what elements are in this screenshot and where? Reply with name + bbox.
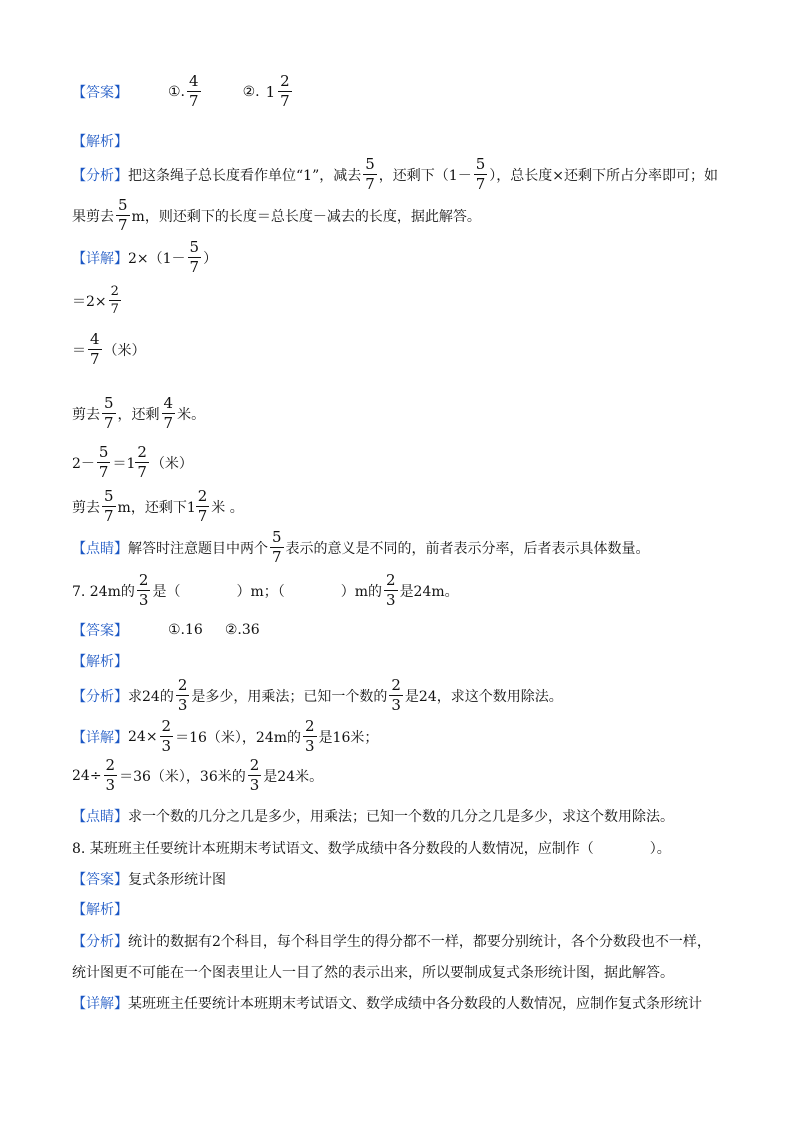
- q8-detail-line: 【详解】 某班班主任要统计本班期末考试语文、数学成绩中各分数段的人数情况，应制作复式条形统计: [72, 993, 702, 1013]
- q6-dianjing-line: 【点睛】 解答时注意题目中两个 $\frac{5}{7}$ 表示的意义是不同的，前者表示分率，后者表示具体数量。: [72, 528, 650, 566]
- q6-detail-line-2: ＝2× $\frac{2}{7}$: [72, 284, 119, 317]
- q6-detail-line-5: 2－ $\frac{5}{7}$ ＝1 $\frac{2}{7}$ （米）: [72, 443, 193, 481]
- fraction: $\frac{2}{3}$: [249, 756, 260, 794]
- q6-detail-line-4: 剪去 $\frac{5}{7}$ ，还剩 $\frac{4}{7}$ 米。: [72, 394, 206, 432]
- q7-detail-line-1: 【详解】 24× $\frac{2}{3}$ ＝16（米），24m的 $\frac{2}{3}$ 是16米；: [72, 717, 379, 755]
- q7-question-line: 7. 24m的 $\frac{2}{3}$ 是（ ）m；（ ）m的 $\frac{2}{3}$ 是24m。: [72, 571, 459, 609]
- fenxi-tag: 【分析】: [72, 167, 128, 184]
- fraction: $\frac{5}{7}$: [475, 155, 486, 193]
- answer-number-2: ②.: [242, 83, 260, 100]
- q7-answer-line: 【答案】 ①. 16 ②. 36: [72, 622, 260, 639]
- q6-detail-line-1: 【详解】 2×（1－ $\frac{5}{7}$ ）: [72, 238, 218, 276]
- fraction: $\frac{5}{7}$: [104, 394, 114, 432]
- fraction: $\frac{4}{7}$: [90, 330, 100, 368]
- fraction: $\frac{5}{7}$: [118, 196, 128, 234]
- answer-tag: 【答案】: [72, 623, 128, 639]
- fenxi-tag: 【分析】: [72, 934, 128, 950]
- q7-fenxi-line: 【分析】 求24的 $\frac{2}{3}$ 是多少，用乘法；已知一个数的 $\frac{2}{3}$ 是24，求这个数用除法。: [72, 676, 563, 714]
- q6-detail-line-3: ＝ $\frac{4}{7}$ （米）: [72, 330, 146, 368]
- fraction: $\frac{2}{3}$: [386, 571, 396, 609]
- answer-tag: 【答案】: [72, 84, 128, 101]
- fraction: $\frac{5}{7}$: [272, 528, 282, 566]
- answer-mixed-whole: 1: [265, 82, 276, 101]
- q8-analysis-heading: [72, 899, 128, 919]
- q6-analysis-heading: [72, 131, 128, 151]
- answer-tag: 【答案】: [72, 872, 128, 888]
- fraction: $\frac{2}{3}$: [177, 676, 188, 714]
- fraction: $\frac{2}{3}$: [138, 571, 149, 609]
- q8-question-line: 8. 某班班主任要统计本班期末考试语文、数学成绩中各分数段的人数情况，应制作（ ）。: [72, 841, 671, 857]
- dianjing-tag: 【点睛】: [72, 540, 128, 557]
- q8-answer-line: 【答案】 复式条形统计图: [72, 869, 226, 889]
- fraction: $\frac{5}{7}$: [189, 238, 200, 276]
- fraction: $\frac{2}{3}$: [391, 676, 401, 714]
- detail-tag: 【详解】: [72, 250, 128, 267]
- fraction: $\frac{2}{7}$: [110, 284, 119, 317]
- detail-tag: 【详解】: [72, 996, 128, 1012]
- q7-dianjing-line: 【点睛】 求一个数的几分之几是多少，用乘法；已知一个数的几分之几是多少，求这个数用除法。: [72, 806, 674, 826]
- analysis-tag: 【解析】: [72, 654, 128, 670]
- fraction: $\frac{4}{7}$: [163, 394, 174, 432]
- q6-fenxi-line-1: 【分析】 把这条绳子总长度看作单位“1”，减去 $\frac{5}{7}$ ，还剩下（1－ $\frac{5}{7}$ ），总长度×还剩下所占分率即可；如: [72, 155, 718, 193]
- answer-fraction-1: $\frac{4}{7}$: [189, 72, 199, 110]
- fraction: $\frac{2}{3}$: [305, 717, 315, 755]
- analysis-tag: 【解析】: [72, 134, 128, 150]
- q8-fenxi-line-2: 统计图更不可能在一个图表里让人一目了然的表示出来，所以要制成复式条形统计图，据此解答。: [72, 965, 674, 981]
- answer-fraction-2: $\frac{2}{7}$: [280, 72, 290, 110]
- q6-fenxi-line-2: 果剪去 $\frac{5}{7}$ m，则还剩下的长度＝总长度－减去的长度，据此解答。: [72, 196, 481, 234]
- fraction: $\frac{2}{7}$: [137, 443, 147, 481]
- q8-fenxi-line-1: 【分析】 统计的数据有2个科目，每个科目学生的得分都不一样，都要分别统计，各个分数段也不一样，: [72, 931, 711, 951]
- detail-tag: 【详解】: [72, 729, 128, 746]
- q6-answer-line: [72, 74, 294, 109]
- dianjing-tag: 【点睛】: [72, 809, 128, 825]
- answer-number-1: ①.: [168, 83, 186, 100]
- q6-detail-line-6: 剪去 $\frac{5}{7}$ m，还剩下1 $\frac{2}{7}$ 米 。: [72, 487, 244, 525]
- q7-analysis-heading: [72, 651, 128, 671]
- fraction: $\frac{2}{7}$: [197, 487, 208, 525]
- q7-detail-line-2: 24÷ $\frac{2}{3}$ ＝36（米），36米的 $\frac{2}{3}$ 是24米。: [72, 756, 324, 794]
- fraction: $\frac{2}{3}$: [105, 756, 116, 794]
- analysis-tag: 【解析】: [72, 902, 128, 918]
- fenxi-tag: 【分析】: [72, 688, 128, 705]
- fraction: $\frac{5}{7}$: [365, 155, 375, 193]
- fraction: $\frac{2}{3}$: [161, 717, 172, 755]
- fraction: $\frac{5}{7}$: [104, 487, 114, 525]
- fraction: $\frac{5}{7}$: [98, 443, 109, 481]
